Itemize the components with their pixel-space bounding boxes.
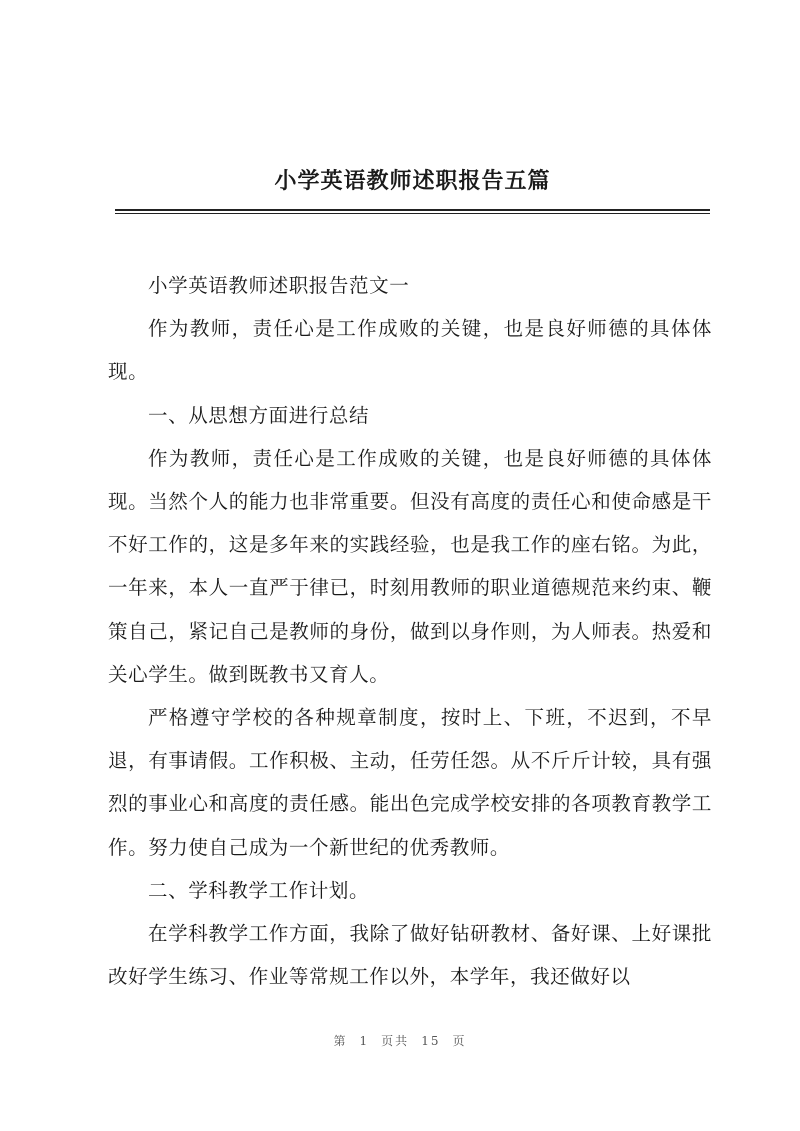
paragraph: 严格遵守学校的各种规章制度，按时上、下班，不迟到，不早退，有事请假。工作积极、主动，任劳任怨。从不斤斤计较，具有强烈的事业心和高度的责任感。能出色完成学校安排的各项教育教学工作。努力使自己成为一个新世纪的优秀教师。 <box>108 706 712 859</box>
title-divider-thin <box>115 213 710 214</box>
section-heading: 小学英语教师述职报告范文一 <box>148 274 410 297</box>
paragraph: 作为教师，责任心是工作成败的关键，也是良好师德的具体体现。当然个人的能力也非常重要。但没有高度的责任心和使命感是干不好工作的，这是多年来的实践经验，也是我工作的座右铭。为此，一年来，本人一直严于律已，时刻用教师的职业道德规范来约束、鞭策自己，紧记自己是教师的身份，做到以身作则，为人师表。热爱和关心学生。做到既教书又育人。 <box>108 446 712 686</box>
page-footer <box>0 1032 800 1049</box>
footer-of-label: 页共 <box>381 1034 410 1048</box>
document-body <box>108 264 712 998</box>
footer-end-label: 页 <box>452 1034 467 1048</box>
footer-current-page: 1 <box>359 1034 370 1048</box>
paragraph: 在学科教学工作方面，我除了做好钻研教材、备好课、上好课批改好学生练习、作业等常规工作以外，本学年，我还做好以 <box>108 922 712 989</box>
title-divider <box>115 209 710 211</box>
document-title: 小学英语教师述职报告五篇 <box>274 168 551 194</box>
section-heading: 一、从思想方面进行总结 <box>148 403 370 427</box>
footer-total-pages: 15 <box>421 1034 441 1048</box>
section-heading: 二、学科教学工作计划。 <box>148 878 370 902</box>
footer-page-label: 第 <box>333 1034 348 1048</box>
paragraph: 作为教师，责任心是工作成败的关键，也是良好师德的具体体现。 <box>108 317 712 384</box>
